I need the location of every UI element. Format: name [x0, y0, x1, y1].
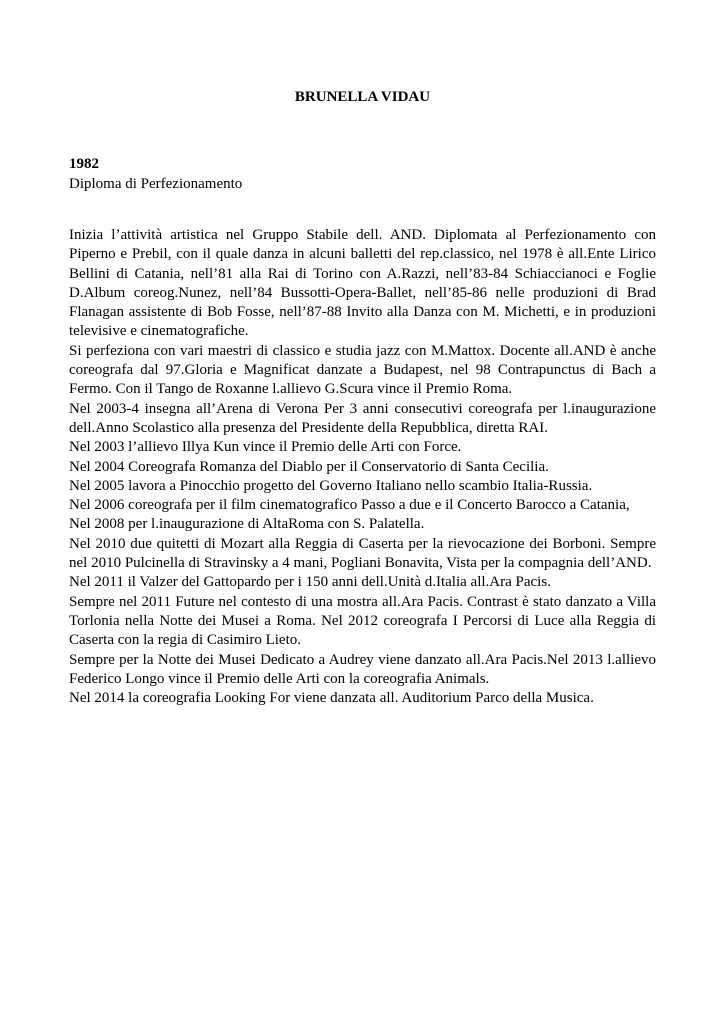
- paragraph: Sempre per la Notte dei Musei Dedicato a Audrey viene danzato all.Ara Pacis.Nel 2013 l.allievo Federico Longo vince il Premio delle Arti con la coreografia Animals.: [69, 651, 656, 687]
- paragraph: Si perfeziona con vari maestri di classico e studia jazz con M.Mattox. Docente all.AND è anche coreografa dal 97.Gloria e Magnificat danzate a Budapest, nel 98 Contrapunctus di Bach a Fermo. Con il Tango de Roxanne l.allievo G.Scura vince il Premio Roma.: [69, 342, 656, 398]
- paragraph: Sempre nel 2011 Future nel contesto di una mostra all.Ara Pacis. Contrast è stato danzato a Villa Torlonia nella Notte dei Musei a Roma. Nel 2012 coreografa I Percorsi di Luce alla Reggia di Caserta con la regia di Casimiro Lieto.: [69, 593, 656, 649]
- paragraph: Nel 2011 il Valzer del Gattopardo per i 150 anni dell.Unità d.Italia all.Ara Pacis.: [69, 574, 551, 591]
- paragraph: Nel 2004 Coreografa Romanza del Diablo per il Conservatorio di Santa Cecilia.: [69, 458, 549, 475]
- paragraph: Nel 2006 coreografa per il film cinematografico Passo a due e il Concerto Barocco a Catania,: [69, 497, 630, 514]
- year-heading: 1982: [69, 156, 99, 172]
- paragraph: Nel 2010 due quitetti di Mozart alla Reggia di Caserta per la rievocazione dei Borboni. Sempre nel 2010 Pulcinella di Stravinsky a 4 mani, Pogliani Bonavita, Vista per la compagnia dell’AND.: [69, 535, 656, 572]
- paragraph: Nel 2008 per l.inaugurazione di AltaRoma con S. Palatella.: [69, 516, 425, 533]
- paragraph: Nel 2003 l’allievo Illya Kun vince il Premio delle Arti con Force.: [69, 439, 462, 456]
- paragraph: Nel 2003-4 insegna all’Arena di Verona Per 3 anni consecutivi coreografa per l.inaugurazione dell.Anno Scolastico alla presenza del Presidente della Repubblica, diretta RAI.: [69, 400, 656, 436]
- document-title: BRUNELLA VIDAU: [294, 89, 431, 105]
- paragraph: Inizia l’attività artistica nel Gruppo Stabile dell. AND. Diplomata al Perfezionamento con Piperno e Prebil, con il quale danza in alcuni balletti del rep.classico, nel 1978 è all.Ente Lirico Bellini di Catania, nell’81 alla Rai di Torino con A.Razzi, nell’83-84 Schiaccianoci e Foglie D.Album coreog.Nunez, nell’84 Bussotti-Opera-Ballet, nell’85-86 nelle produzioni di Brad Flanagan assistente di Bob Fosse, nell’87-88 Invito alla Danza con M. Michetti, e in produzioni televisive e cinematografiche.: [69, 227, 656, 340]
- biography-body: [69, 226, 656, 708]
- paragraph: Nel 2005 lavora a Pinocchio progetto del Governo Italiano nello scambio Italia-Russia.: [69, 477, 593, 494]
- paragraph: Nel 2014 la coreografia Looking For viene danzata all. Auditorium Parco della Musica.: [69, 690, 594, 707]
- diploma-label: Diploma di Perfezionamento: [69, 176, 243, 192]
